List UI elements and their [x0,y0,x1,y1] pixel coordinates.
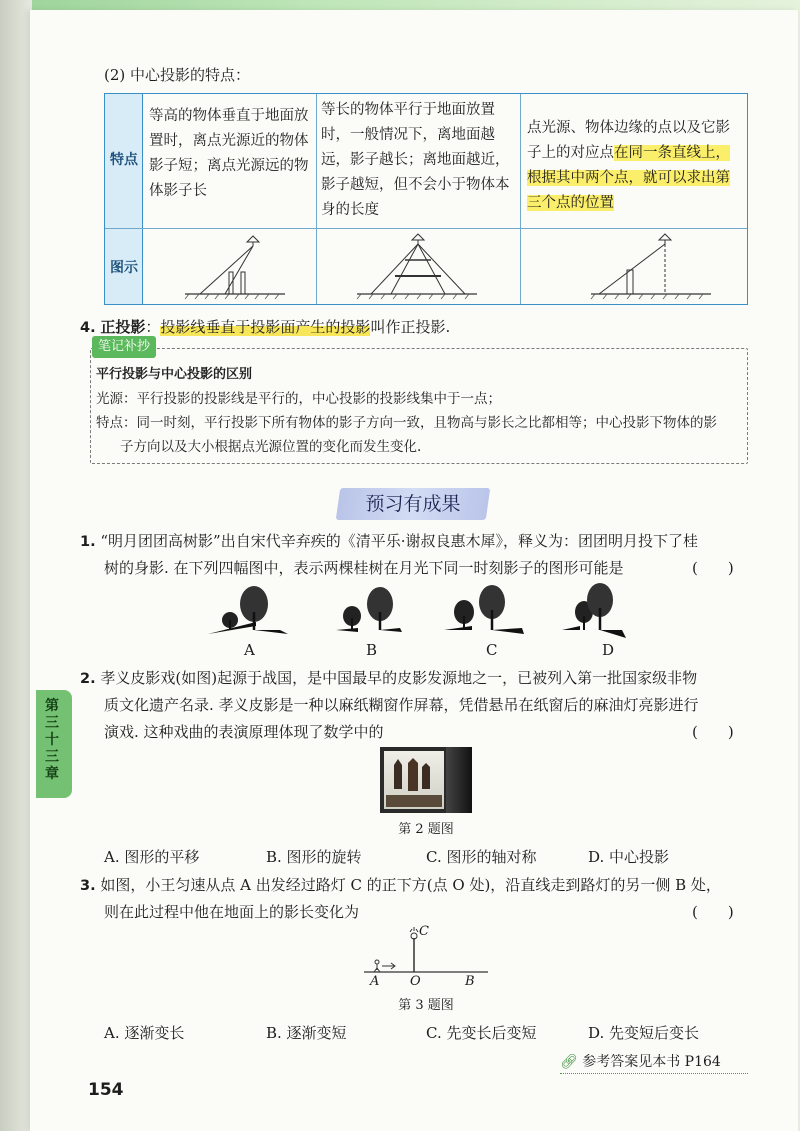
book-spine [0,0,32,1131]
option-d[interactable]: D. 中心投影 [588,848,670,866]
central-projection-table [104,93,748,305]
answer-blank[interactable]: ( ) [692,559,734,577]
question-3-caption: 第 3 题图 [398,998,454,1013]
notes-line-3: 子方向以及大小根据点光源位置的变化而发生变化. [120,439,422,455]
figure-b [336,587,402,632]
label-b: B [465,974,475,989]
notes-line-2: 特点：同一时刻，平行投影下所有物体的影子方向一致，且物高与影长之比都相等；中心投影下物体的影 [96,415,717,431]
label-a: A [370,974,380,989]
figure-label-a: A [244,641,255,659]
option-b[interactable]: B. 逐渐变短 [266,1024,347,1042]
answer-reference: 🔗︎ 参考答案见本书 P164 [560,1054,721,1070]
question-3-line-1: 3. 如图，小王匀速从点 A 出发经过路灯 C 的正下方(点 O 处)，沿直线走到路灯的另一侧 B 处， [80,876,721,894]
option-d[interactable]: D. 先变短后变长 [588,1024,700,1042]
highlight-text: 投影线垂直于投影面产生的投影 [160,318,371,336]
table-cell-2: 等长的物体平行于地面放置时，一般情况下，离地面越远，影子越长；离地面越近，影子越短，但不会小于物体本身的长度 [321,102,510,218]
table-cell-3: 点光源、物体边缘的点以及它影子上的对应点在同一条直线上，根据其中两个点，就可以求出第三个点的位置 [527,120,730,211]
figure-a [208,586,288,634]
question-1-line-2: 树的身影. 在下列四幅图中，表示两棵桂树在月光下同一时刻影子的图形可能是 [104,559,624,577]
question-2-caption: 第 2 题图 [398,822,454,837]
diagram-2 [317,230,519,304]
figure-d [562,583,626,638]
link-icon: 🔗︎ [560,1054,578,1070]
question-3-line-2: 则在此过程中他在地面上的影长变化为 [104,903,360,921]
chapter-tab-label: 第三十三章 [45,698,59,782]
question-2-line-2: 质文化遗产名录. 孝义皮影是一种以麻纸糊窗作屏幕，凭借悬吊在纸窗后的麻油灯亮影进行 [104,696,699,714]
question-2-line-3: 演戏. 这种戏曲的表演原理体现了数学中的 [104,723,384,741]
section-banner-title: 预习有成果 [365,493,461,515]
figure-label-d: D [602,641,615,659]
shadow-puppet-photo [380,747,472,813]
notes-tag: 笔记补抄 [92,336,156,358]
option-a[interactable]: A. 图形的平移 [104,848,200,866]
figure-label-b: B [366,641,378,659]
answer-blank[interactable]: ( ) [692,723,734,741]
table-cell-1: 等高的物体垂直于地面放置时，离点光源近的物体影子短；离点光源远的物体影子长 [149,108,309,199]
question-2-line-1: 2. 孝义皮影戏(如图)起源于战国，是中国最早的皮影发源地之一，已被列入第一批国家级非物 [80,669,698,687]
question-1-line-1: 1. “明月团团高树影”出自宋代辛弃疾的《清平乐·谢叔良惠木犀》，释义为：团团明月投下了桂 [80,532,698,550]
diagram-1 [145,230,315,304]
option-c[interactable]: C. 图形的轴对称 [426,848,537,866]
option-a[interactable]: A. 逐渐变长 [104,1024,185,1042]
row-label-features: 特点 [110,152,138,168]
highlight-text: 在同一条直线上，根据其中两个点，就可以求出第三个点的位置 [527,145,730,211]
section-title: (2) 中心投影的特点： [104,66,251,84]
answer-blank[interactable]: ( ) [692,903,734,921]
option-c[interactable]: C. 先变长后变短 [426,1024,537,1042]
item-4-orthographic-projection: 4. 正投影：投影线垂直于投影面产生的投影叫作正投影. [80,318,451,336]
figure-c [444,585,524,634]
row-label-diagram: 图示 [110,260,138,276]
label-o: O [410,974,421,989]
page-number: 154 [88,1080,124,1100]
diagram-3 [521,230,747,304]
figure-label-c: C [486,641,498,659]
option-b[interactable]: B. 图形的旋转 [266,848,362,866]
question-1-tree-figures [200,582,630,658]
notes-line-1: 光源：平行投影的投影线是平行的，中心投影的投影线集中于一点； [96,391,501,407]
answer-reference-underline [560,1073,748,1074]
notes-title: 平行投影与中心投影的区别 [96,367,253,382]
label-c: C [419,924,429,939]
